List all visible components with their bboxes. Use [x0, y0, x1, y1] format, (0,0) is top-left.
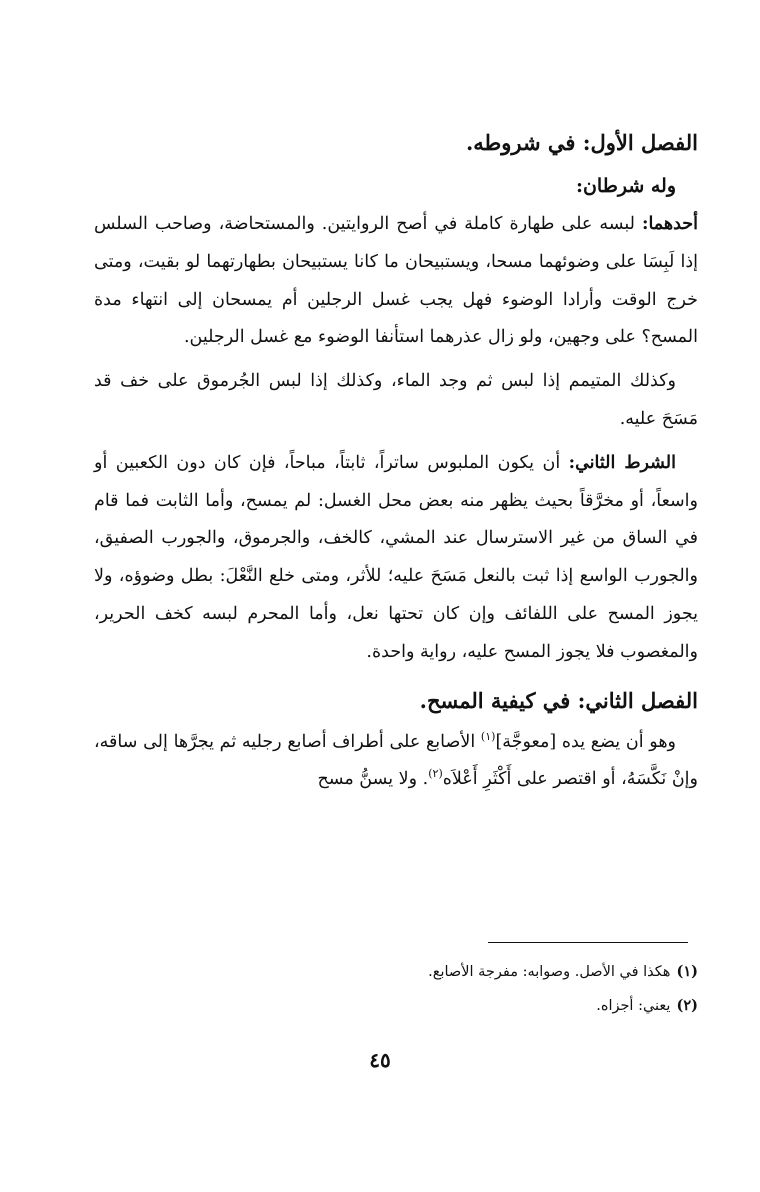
footnote-ref-2[interactable]: (٢)	[428, 767, 443, 781]
condition-two-lead: الشرط الثاني:	[568, 452, 676, 473]
condition-one-lead: أحدهما:	[641, 214, 698, 234]
condition-one-paragraph	[94, 206, 698, 357]
tayammum-paragraph: وكذلك المتيمم إذا لبس ثم وجد الماء، وكذلك إذا لبس الجُرموق على خف قد مَسَحَ عليه.	[94, 371, 698, 429]
condition-two-paragraph	[94, 445, 698, 672]
footnote-1-number: (١)	[676, 963, 698, 980]
page-number: ٤٥	[369, 1048, 391, 1072]
page-body	[94, 120, 698, 805]
conditions-subheading: وله شرطان:	[575, 175, 676, 197]
footnote-ref-1[interactable]: (١)	[480, 729, 496, 743]
chapter-two-heading: الفصل الثاني: في كيفية المسح.	[419, 687, 698, 713]
footnote-2	[94, 989, 698, 1023]
footnote-1	[94, 955, 698, 989]
footnote-1-text: هكذا في الأصل. وصوابه: مفرجة الأصابع.	[428, 964, 671, 980]
condition-one-text: لبسه على طهارة كاملة في أصح الروايتين. والمستحاضة، وصاحب السلس إذا لَبِسَا على وضوئهما مسحا، ويستبيحان ما كانا يستبيحان بطهارتهما لو بقيت، ومتى خرج الوقت وأرادا الوضوء فهل يجب غسل الرجلين أم يمسحان إلى انتهاء مدة المسح؟ على وجهين، ولو زال عذرهما استأنفا الوضوء مع غسل الرجلين.	[94, 214, 698, 348]
wiping-text-part3: . ولا يسنُّ مسح	[317, 769, 429, 790]
condition-two-text: أن يكون الملبوس ساتراً، ثابتاً، مباحاً، فإن كان دون الكعبين أو واسعاً، أو مخرَّقاً بحيث يظهر منه بعض محل الغسل: لم يمسح، وأما الثابت فما قام في الساق من غير الاسترسال عند المشي، كالخف، والجرموق، والجورب الصفيق، والجورب الواسع إذا ثبت بالنعل مَسَحَ عليه؛ للأثر، ومتى خلع النَّعْلَ: بطل وضوؤه، ولا يجوز المسح على اللفائف وإن كان تحتها نعل، وأما المحرم لبسه كخف الحرير، والمغصوب فلا يجوز المسح عليه، رواية واحدة.	[94, 452, 698, 662]
footnote-2-text: يعني: أجزاه.	[596, 998, 671, 1014]
wiping-text-part2: الأصابع على أطراف أصابع رجليه ثم يجرَّها إلى ساقه، وإنْ نَكَّسَهُ، أو اقتصر على أَكْثَرِ أَعْلاَه	[94, 731, 698, 790]
footnote-2-number: (٢)	[676, 997, 698, 1014]
footnotes	[94, 955, 698, 1023]
chapter-one-heading: الفصل الأول: في شروطه.	[465, 130, 698, 155]
footnote-divider	[488, 942, 688, 943]
wiping-method-paragraph	[94, 724, 698, 800]
wiping-text-part1: وهو أن يضع يده [معوجَّة]	[495, 731, 677, 752]
